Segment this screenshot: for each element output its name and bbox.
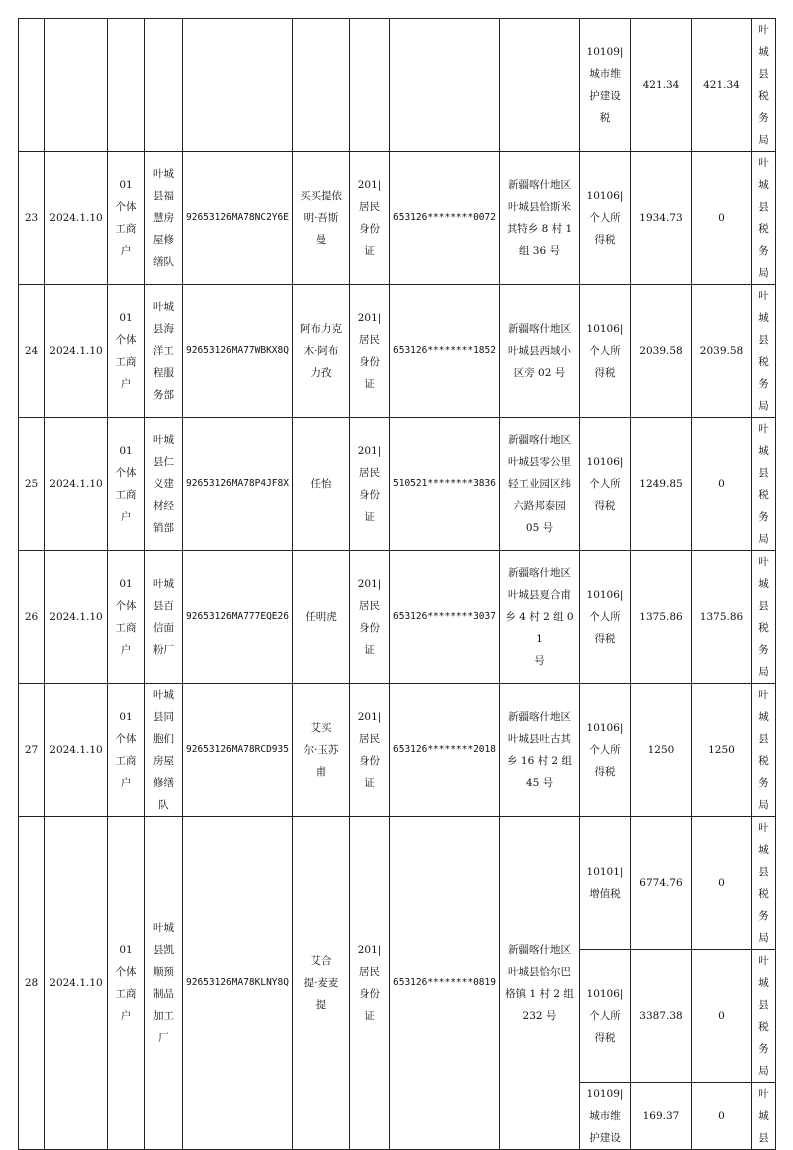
cell-authority: 叶 城 县 税 务 局 <box>752 551 776 684</box>
cell-authority: 叶 城 县 税 务 局 <box>752 817 776 950</box>
cell-amount: 1375.86 <box>631 551 692 684</box>
cell-date: 2024.1.10 <box>45 152 108 285</box>
cell-no: 28 <box>19 817 45 1150</box>
cell-authority: 叶 城 县 税 务 局 <box>752 19 776 152</box>
table-row <box>19 285 776 418</box>
cell-authority: 叶 城 县 <box>752 1083 776 1150</box>
cell-tax-item: 10106| 个人所 得税 <box>580 950 631 1083</box>
cell-no: 27 <box>19 684 45 817</box>
cell-name: 叶城 县百 信面 粉厂 <box>145 551 183 684</box>
cell-date: 2024.1.10 <box>45 551 108 684</box>
cell-no: 25 <box>19 418 45 551</box>
cell-no: 23 <box>19 152 45 285</box>
cell-amount: 169.37 <box>631 1083 692 1150</box>
cell-code: 92653126MA78NC2Y6E <box>183 152 293 285</box>
cell-name <box>145 19 183 152</box>
table-row <box>19 418 776 551</box>
cell-address: 新疆喀什地区 叶城县恰尔巴 格镇 1 村 2 组 232 号 <box>500 817 580 1150</box>
cell-date: 2024.1.10 <box>45 418 108 551</box>
cell-date: 2024.1.10 <box>45 285 108 418</box>
cell-type: 01 个体 工商 户 <box>108 684 145 817</box>
cell-code: 92653126MA77WBKX8Q <box>183 285 293 418</box>
cell-person <box>293 19 350 152</box>
cell-authority: 叶 城 县 税 务 局 <box>752 418 776 551</box>
table-row <box>19 684 776 817</box>
cell-amount: 1249.85 <box>631 418 692 551</box>
table-row <box>19 817 776 950</box>
cell-tax-item: 10106| 个人所 得税 <box>580 285 631 418</box>
cell-name: 叶城 县福 慧房 屋修 缮队 <box>145 152 183 285</box>
cell-type <box>108 19 145 152</box>
cell-owed: 2039.58 <box>692 285 752 418</box>
cell-type: 01 个体 工商 户 <box>108 817 145 1150</box>
cell-id-no: 653126********0819 <box>390 817 500 1150</box>
cell-no: 26 <box>19 551 45 684</box>
cell-person: 艾买 尔·玉苏 甫 <box>293 684 350 817</box>
cell-id-type: 201| 居民 身份 证 <box>350 285 390 418</box>
cell-date: 2024.1.10 <box>45 684 108 817</box>
cell-id-no: 653126********1852 <box>390 285 500 418</box>
cell-owed: 0 <box>692 418 752 551</box>
cell-id-type: 201| 居民 身份 证 <box>350 817 390 1150</box>
cell-date: 2024.1.10 <box>45 817 108 1150</box>
cell-code: 92653126MA78KLNY8Q <box>183 817 293 1150</box>
cell-person: 艾合 提·麦麦 提 <box>293 817 350 1150</box>
cell-address: 新疆喀什地区 叶城县零公里 轻工业园区纬 六路邦泰园 05 号 <box>500 418 580 551</box>
cell-code <box>183 19 293 152</box>
cell-amount: 1250 <box>631 684 692 817</box>
cell-amount: 2039.58 <box>631 285 692 418</box>
cell-id-type: 201| 居民 身份 证 <box>350 551 390 684</box>
cell-address: 新疆喀什地区 叶城县恰斯米 其特乡 8 村 1 组 36 号 <box>500 152 580 285</box>
cell-address: 新疆喀什地区 叶城县西域小 区旁 02 号 <box>500 285 580 418</box>
cell-person: 阿布力克 木·阿布 力孜 <box>293 285 350 418</box>
cell-authority: 叶 城 县 税 务 局 <box>752 152 776 285</box>
cell-id-no <box>390 19 500 152</box>
cell-authority: 叶 城 县 税 务 局 <box>752 684 776 817</box>
cell-name: 叶城 县海 洋工 程服 务部 <box>145 285 183 418</box>
cell-owed: 0 <box>692 1083 752 1150</box>
cell-code: 92653126MA78P4JF8X <box>183 418 293 551</box>
cell-tax-item: 10106| 个人所 得税 <box>580 418 631 551</box>
cell-id-no: 653126********3037 <box>390 551 500 684</box>
cell-tax-item: 10106| 个人所 得税 <box>580 551 631 684</box>
cell-tax-item: 10101| 增值税 <box>580 817 631 950</box>
cell-name: 叶城 县仁 义建 材经 销部 <box>145 418 183 551</box>
cell-person: 任怡 <box>293 418 350 551</box>
cell-type: 01 个体 工商 户 <box>108 551 145 684</box>
cell-address: 新疆喀什地区 叶城县夏合甫 乡 4 村 2 组 01 号 <box>500 551 580 684</box>
cell-code: 92653126MA777EQE26 <box>183 551 293 684</box>
table-row <box>19 152 776 285</box>
cell-tax-item: 10106| 个人所 得税 <box>580 152 631 285</box>
cell-name: 叶城 县凯 顺预 制品 加工 厂 <box>145 817 183 1150</box>
cell-amount: 421.34 <box>631 19 692 152</box>
cell-amount: 6774.76 <box>631 817 692 950</box>
cell-authority: 叶 城 县 税 务 局 <box>752 950 776 1083</box>
cell-tax-item: 10109| 城市维 护建设 <box>580 1083 631 1150</box>
cell-person: 买买提依 明·吾斯 曼 <box>293 152 350 285</box>
cell-tax-item: 10109| 城市维 护建设 税 <box>580 19 631 152</box>
tax-arrears-table <box>18 18 776 1150</box>
cell-address <box>500 19 580 152</box>
cell-id-type <box>350 19 390 152</box>
cell-owed: 0 <box>692 152 752 285</box>
cell-type: 01 个体 工商 户 <box>108 418 145 551</box>
cell-no: 24 <box>19 285 45 418</box>
cell-no <box>19 19 45 152</box>
cell-owed: 0 <box>692 817 752 950</box>
cell-id-no: 653126********0072 <box>390 152 500 285</box>
table-row <box>19 551 776 684</box>
cell-id-type: 201| 居民 身份 证 <box>350 684 390 817</box>
cell-id-type: 201| 居民 身份 证 <box>350 152 390 285</box>
cell-id-no: 510521********3836 <box>390 418 500 551</box>
cell-name: 叶城 县同 胞们 房屋 修缮 队 <box>145 684 183 817</box>
cell-person: 任明虎 <box>293 551 350 684</box>
cell-tax-item: 10106| 个人所 得税 <box>580 684 631 817</box>
cell-date <box>45 19 108 152</box>
cell-owed: 421.34 <box>692 19 752 152</box>
cell-amount: 1934.73 <box>631 152 692 285</box>
cell-owed: 0 <box>692 950 752 1083</box>
cell-amount: 3387.38 <box>631 950 692 1083</box>
cell-authority: 叶 城 县 税 务 局 <box>752 285 776 418</box>
cell-id-type: 201| 居民 身份 证 <box>350 418 390 551</box>
cell-code: 92653126MA78RCD935 <box>183 684 293 817</box>
table-row-continuation <box>19 19 776 152</box>
cell-owed: 1375.86 <box>692 551 752 684</box>
cell-type: 01 个体 工商 户 <box>108 152 145 285</box>
cell-owed: 1250 <box>692 684 752 817</box>
cell-address: 新疆喀什地区 叶城县吐古其 乡 16 村 2 组 45 号 <box>500 684 580 817</box>
cell-id-no: 653126********2018 <box>390 684 500 817</box>
cell-type: 01 个体 工商 户 <box>108 285 145 418</box>
